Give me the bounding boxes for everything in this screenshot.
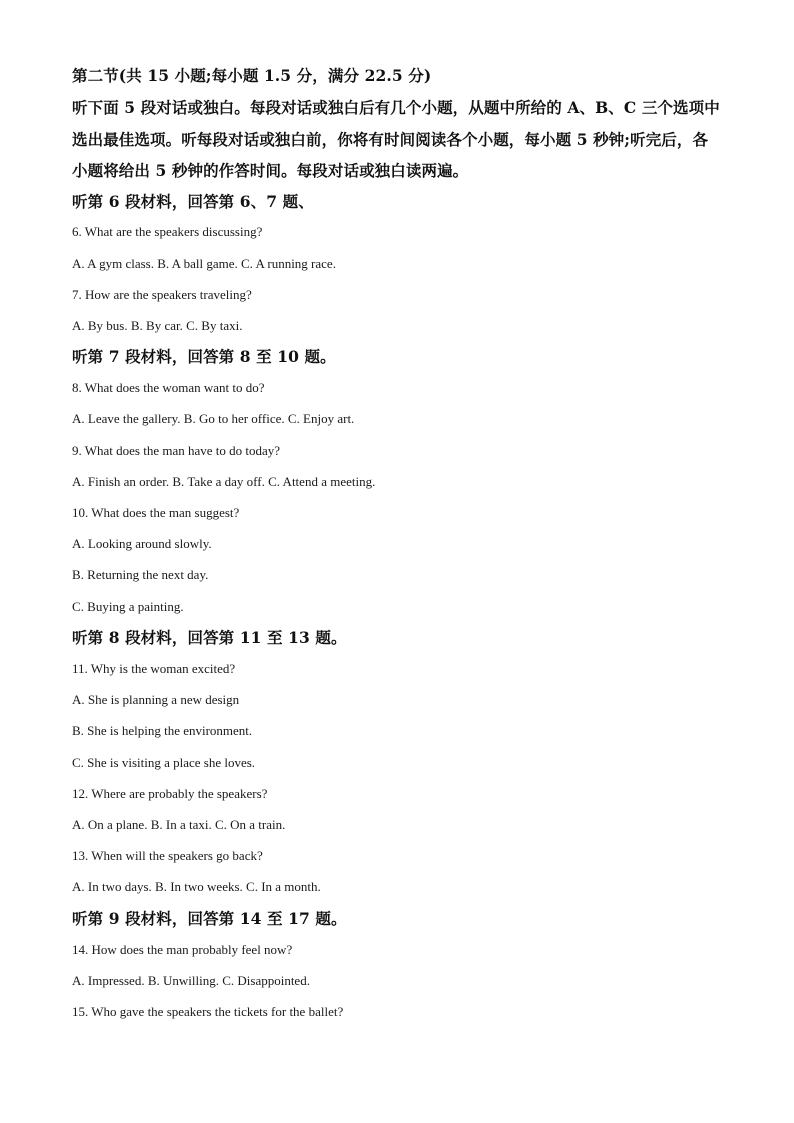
answer-option: B. Returning the next day. [72,567,209,582]
answer-options: A. A gym class. B. A ball game. C. A running race. [72,256,336,271]
question-text: 9. What does the man have to do today? [72,443,281,458]
question-text: 14. How does the man probably feel now? [72,942,293,957]
question-text: 6. What are the speakers discussing? [72,224,263,239]
answer-option: C. She is visiting a place she loves. [72,755,256,770]
section-title: 第二节(共 15 小题;每小题 1.5 分，满分 22.5 分) [72,66,432,85]
answer-options: A. By bus. B. By car. C. By taxi. [72,318,243,333]
answer-option: A. Looking around slowly. [72,536,212,551]
answer-options: A. In two days. B. In two weeks. C. In a month. [72,879,321,894]
instruction-line: 选出最佳选项。听每段对话或独白前，你将有时间阅读各个小题，每小题 5 秒钟;听完后，各 [72,130,709,149]
instruction-line: 听下面 5 段对话或独白。每段对话或独白后有几个小题，从题中所给的 A、B、C 三个选项中 [72,98,720,117]
instruction-line: 小题将给出 5 秒钟的作答时间。每段对话或独白读两遍。 [72,161,469,180]
answer-option: A. She is planning a new design [72,692,240,707]
group-heading: 听第 8 段材料，回答第 11 至 13 题。 [72,628,347,647]
question-text: 8. What does the woman want to do? [72,380,265,395]
answer-options: A. Leave the gallery. B. Go to her office. C. Enjoy art. [72,411,355,426]
answer-option: B. She is helping the environment. [72,723,253,738]
answer-option: C. Buying a painting. [72,599,184,614]
group-heading: 听第 7 段材料，回答第 8 至 10 题。 [72,347,336,366]
question-text: 10. What does the man suggest? [72,505,240,520]
group-heading: 听第 9 段材料，回答第 14 至 17 题。 [72,909,347,928]
question-text: 13. When will the speakers go back? [72,848,263,863]
question-text: 11. Why is the woman excited? [72,661,236,676]
answer-options: A. On a plane. B. In a taxi. C. On a train. [72,817,286,832]
answer-options: A. Impressed. B. Unwilling. C. Disappointed. [72,973,310,988]
question-text: 12. Where are probably the speakers? [72,786,268,801]
answer-options: A. Finish an order. B. Take a day off. C. Attend a meeting. [72,474,376,489]
group-heading: 听第 6 段材料，回答第 6、7 题、 [72,192,314,211]
question-text: 15. Who gave the speakers the tickets for the ballet? [72,1004,344,1019]
question-text: 7. How are the speakers traveling? [72,287,252,302]
